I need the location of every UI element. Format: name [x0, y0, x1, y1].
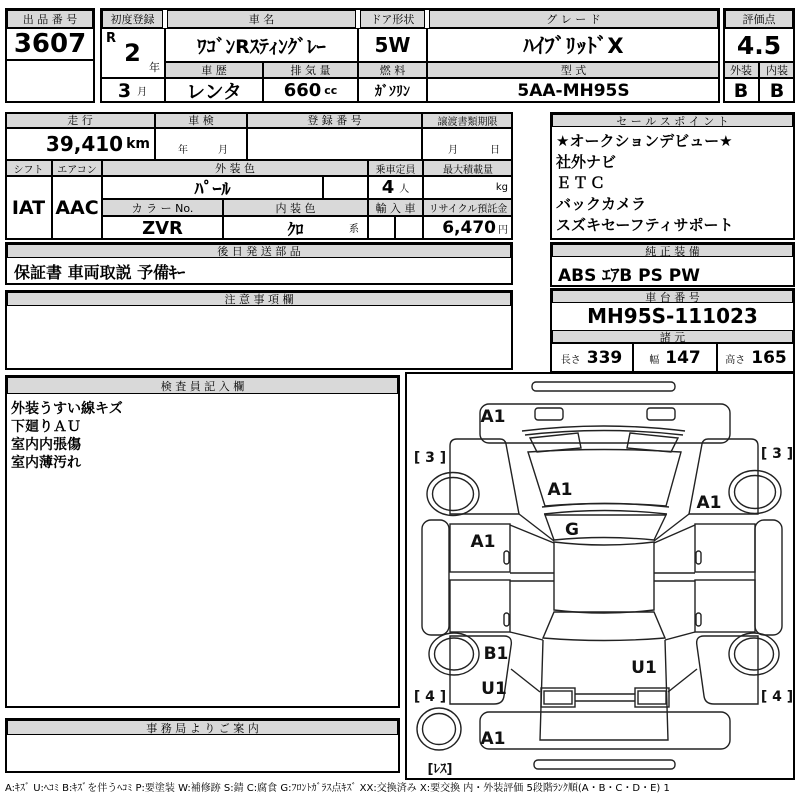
left-headlight: [535, 408, 563, 420]
score-label: 評価点: [725, 10, 793, 28]
grade-label: グ レ ー ド: [429, 10, 718, 28]
later-parts-title: 後 日 発 送 部 品: [7, 244, 511, 258]
notes-title: 注 意 事 項 欄: [7, 292, 511, 306]
sales-point-item: バックカメラ: [556, 195, 647, 213]
windshield: [545, 515, 666, 540]
displacement-label: 排 気 量: [263, 62, 358, 78]
ext-color-value: ﾊﾟｰﾙ: [102, 176, 323, 199]
sales-points-title: セ ー ル ス ポ イ ン ト: [552, 114, 793, 127]
damage-label-hood: A1: [547, 480, 573, 500]
sales-point-item: ★オークションデビュー★: [556, 132, 733, 150]
door-shape-value: 5W: [358, 28, 427, 62]
recycle-label: リサイクル預託金: [423, 199, 513, 216]
chassis-no-value: MH95S-111023: [587, 304, 758, 328]
front-panel: [480, 404, 730, 443]
right-rear-door-handle: [696, 613, 701, 626]
left-front-door-handle: [504, 551, 509, 564]
roof: [554, 542, 654, 613]
max-load-value-cell: [423, 176, 513, 199]
shift-label: シフト: [5, 160, 52, 176]
shaken-month-label: 月: [218, 145, 228, 156]
connector-rear-right-1: [665, 632, 695, 640]
tire-mark-rear-left: [ 4 ]: [413, 689, 447, 705]
model-code-value: 5AA-MH95S: [427, 78, 720, 103]
right-taillight-inner: [638, 691, 666, 704]
tire-mark-rear-right: [ 4 ]: [760, 689, 793, 705]
length-label: 長さ: [560, 354, 581, 366]
reg-no-label: 登 録 番 号: [247, 112, 422, 128]
connector-rear-right-2: [668, 669, 697, 692]
displacement-value: 660: [283, 80, 322, 101]
capacity-label: 乗車定員: [368, 160, 423, 176]
first-reg-month-cell: [100, 78, 165, 103]
rear-right-wheel: [729, 633, 779, 675]
connector-front-left-2: [510, 525, 554, 543]
tailgate: [540, 640, 668, 740]
spare-tire: [417, 708, 461, 750]
rear-left-wheel: [429, 633, 479, 675]
ac-value: AAC: [52, 176, 102, 240]
mileage-label: 走 行: [5, 112, 155, 128]
shaken-year-label: 年: [178, 145, 188, 156]
interior-grade-value: B: [759, 78, 795, 103]
rear-window: [543, 612, 665, 641]
ext-color-empty-cell: [323, 176, 368, 199]
damage-label-rear-bumper: A1: [480, 729, 506, 749]
max-load-unit: kg: [495, 182, 508, 193]
capacity-value: 4: [381, 177, 395, 198]
equipment-title: 純 正 装 備: [552, 244, 793, 257]
connector-rear-left-1: [510, 632, 543, 640]
rear-bumper: [480, 712, 730, 749]
right-front-door-handle: [696, 551, 701, 564]
model-code-label: 型 式: [427, 62, 720, 78]
right-headlight: [647, 408, 675, 420]
tire-mark-front-left: [ 3 ]: [413, 450, 447, 466]
inspector-note: 下廻りＡＵ: [11, 419, 81, 435]
height-label: 高さ: [725, 354, 746, 366]
damage-label-left-rear: U1: [481, 679, 507, 699]
inspector-title: 検 査 員 記 入 欄: [7, 377, 398, 394]
rear-left-wheel-inner: [435, 638, 474, 670]
int-color-value-cell: [223, 216, 368, 240]
first-reg-year: 2: [124, 39, 141, 67]
shaken-value-cell: [155, 128, 247, 160]
damage-label-rear-panel: U1: [631, 658, 657, 678]
exterior-grade-label: 外装: [723, 62, 759, 78]
first-reg-year-cell: [100, 28, 165, 78]
rear-bumper-strip: [534, 760, 675, 769]
right-rear-door: [695, 580, 755, 632]
tire-mark-front-right: [ 3 ]: [760, 446, 793, 462]
inspector-note: 室内薄汚れ: [11, 455, 81, 471]
first-reg-month: 3: [117, 79, 132, 102]
left-taillight-inner: [544, 691, 572, 704]
car-body-outlines: [417, 382, 782, 769]
recycle-value: 6,470: [442, 218, 496, 238]
damage-labels: [414, 407, 793, 777]
mileage-unit: km: [126, 136, 150, 152]
int-color-suffix: 系: [349, 224, 359, 235]
left-front-fender: [450, 439, 519, 514]
sales-point-item: スズキセーフティサポート: [556, 216, 734, 234]
damage-label-right-fender: A1: [696, 493, 722, 513]
rear-right-wheel-inner: [735, 638, 774, 670]
int-color-label: 内 装 色: [223, 199, 368, 216]
right-rocker-panel: [755, 520, 782, 635]
right-front-door: [695, 524, 755, 572]
cowl-arc-1: [542, 504, 669, 508]
car-name-label: 車 名: [167, 10, 356, 28]
door-shape-label: ドア形状: [360, 10, 425, 28]
displacement-unit: cc: [324, 84, 338, 97]
width-value: 147: [665, 348, 701, 368]
first-reg-year-unit: 年: [149, 61, 160, 74]
import-value-cell-1: [368, 216, 395, 240]
first-reg-label: 初度登録: [102, 10, 163, 28]
displacement-value-cell: [263, 78, 358, 103]
length-cell: [550, 343, 633, 373]
later-parts-value: 保証書 車両取説 予備ｷｰ: [14, 263, 186, 282]
width-cell: [633, 343, 717, 373]
car-diagram-svg: [407, 374, 793, 778]
inspector-note: 外装うすい線キズ: [11, 401, 123, 417]
connector-front-left-1: [519, 514, 554, 541]
left-rear-door: [450, 580, 510, 632]
damage-label-left-door: A1: [470, 532, 496, 552]
connector-rear-left-2: [511, 669, 540, 692]
score-value: 4.5: [723, 28, 795, 62]
auction-no-empty-cell: [5, 60, 95, 103]
front-left-wheel: [427, 473, 479, 516]
cowl-arc-2: [544, 511, 667, 515]
transfer-docs-value-cell: [422, 128, 513, 160]
color-no-label: カ ラ ー No.: [102, 199, 223, 216]
height-value: 165: [751, 348, 787, 368]
ext-color-label: 外 装 色: [102, 160, 368, 176]
equipment-value: ABS ｴｱB PS PW: [558, 266, 700, 286]
import-value-cell-2: [395, 216, 423, 240]
fuel-label: 燃 料: [358, 62, 427, 78]
shaken-label: 車 検: [155, 112, 247, 128]
reg-no-value-cell: [247, 128, 422, 160]
history-label: 車 歴: [165, 62, 263, 78]
max-load-label: 最大積載量: [423, 160, 513, 176]
damage-label-front-bumper: A1: [480, 407, 506, 427]
mileage-value: 39,410: [45, 132, 124, 156]
recycle-unit: 円: [498, 224, 508, 236]
shift-value: IAT: [5, 176, 52, 240]
front-left-wheel-inner: [433, 478, 474, 511]
exterior-grade-value: B: [723, 78, 759, 103]
mileage-value-cell: [5, 128, 155, 160]
width-label: 幅: [649, 354, 660, 366]
front-bumper-strip: [532, 382, 675, 391]
grille-arc-2: [525, 431, 683, 436]
ac-label: エアコン: [52, 160, 102, 176]
office-title: 事 務 局 よ り ご 案 内: [7, 720, 398, 735]
spare-tire-mark: [ﾚｽ]: [427, 762, 453, 777]
damage-label-left-quarter: B1: [483, 644, 509, 664]
car-diagram: [405, 372, 795, 780]
transfer-month-label: 月: [448, 145, 458, 156]
grade-value: ﾊｲﾌﾞﾘｯﾄﾞX: [427, 28, 720, 62]
spare-tire-inner: [423, 714, 456, 745]
auction-no-label: 出 品 番 号: [7, 10, 93, 28]
left-rocker-panel: [422, 520, 449, 635]
inspector-note: 室内内張傷: [11, 437, 81, 453]
length-value: 339: [586, 348, 623, 368]
fuel-value: ｶﾞｿﾘﾝ: [358, 78, 427, 103]
int-color-value: ｸﾛ: [287, 219, 304, 239]
history-value: レンタ: [165, 78, 263, 103]
legend: A:ｷｽﾞ U:ﾍｺﾐ B:ｷｽﾞを伴うﾍｺﾐ P:要塗装 W:補修跡 S:錆 C:腐食 G:ﾌﾛﾝﾄｶﾞﾗｽ点ｷｽﾞ XX:交換済み X:要交換 内・外装評価 5段階ﾗﾝｸ順(A・B・C・D・E) 1: [5, 783, 670, 794]
sales-point-item: 社外ナビ: [556, 153, 617, 171]
specs-title: 諸 元: [552, 330, 793, 343]
sales-point-item: ＥＴＣ: [556, 174, 608, 192]
import-label: 輸 入 車: [368, 199, 423, 216]
capacity-value-cell: [368, 176, 423, 199]
color-no-value: ZVR: [102, 216, 223, 240]
first-reg-month-unit: 月: [137, 87, 148, 98]
front-right-wheel: [729, 471, 781, 514]
damage-label-windshield: G: [565, 520, 579, 540]
auction-no-value: 3607: [5, 28, 95, 60]
interior-grade-label: 内装: [759, 62, 795, 78]
transfer-day-label: 日: [490, 145, 500, 156]
front-right-wheel-inner: [735, 476, 776, 509]
first-reg-era: R: [106, 31, 117, 46]
left-rear-door-handle: [504, 613, 509, 626]
car-name-value: ﾜｺﾞﾝRｽﾃｨﾝｸﾞﾚｰ: [165, 28, 358, 62]
height-cell: [717, 343, 795, 373]
recycle-value-cell: [423, 216, 513, 240]
transfer-docs-label: 譲渡書類期限: [422, 112, 513, 128]
chassis-no-title: 車 台 番 号: [552, 290, 793, 303]
capacity-unit: 人: [399, 184, 410, 195]
